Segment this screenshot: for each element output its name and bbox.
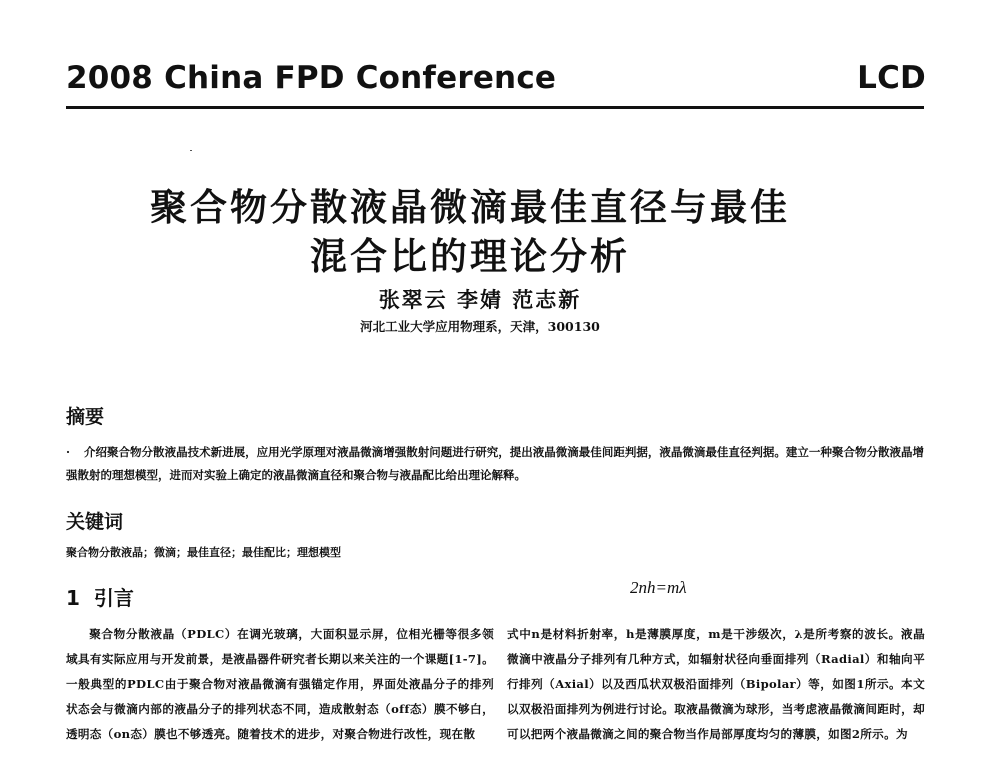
keywords-heading: 关键词: [66, 511, 124, 533]
affiliation: 河北工业大学应用物理系，天津，300130: [360, 319, 600, 334]
abstract-heading: 摘要: [66, 406, 105, 428]
paper-title-line-2: 混合比的理论分析: [310, 235, 630, 278]
section-title: 引言: [93, 586, 134, 610]
equation: 2nh=mλ: [630, 578, 687, 597]
abstract-body: [66, 441, 924, 487]
section-number: 1: [66, 586, 80, 610]
left-column-text: 聚合物分散液晶（PDLC）在调光玻璃，大面积显示屏，位相光栅等很多领域具有实际应用与开发前景，是液晶器件研究者长期以来关注的一个课题[1-7]。一般典型的PDLC由于聚合物对液晶微滴有强锚定作用，界面处液晶分子的排列状态会与微滴内部的液晶分子的排列状态不同，造成散射态（off态）膜不够白，透明态（on态）膜也不够透亮。随着技术的进步，对聚合物进行改性，现在散: [66, 627, 494, 741]
header-rule: [66, 106, 924, 109]
keywords-text: 聚合物分散液晶；微滴；最佳直径；最佳配比；理想模型: [66, 546, 341, 559]
scan-speck: [190, 150, 192, 151]
paper-title-line-1: 聚合物分散液晶微滴最佳直径与最佳: [150, 186, 790, 229]
author-list: 张翠云 李婧 范志新: [378, 288, 582, 312]
abstract-text: 介绍聚合物分散液晶技术新进展，应用光学原理对液晶微滴增强散射问题进行研究，提出液晶微滴最佳间距判据，液晶微滴最佳直径判据。建立一种聚合物分散液晶增强散射的理想模型，进而对实验上确定的液晶微滴直径和聚合物与液晶配比给出理论解释。: [66, 445, 924, 482]
introduction-heading: [66, 582, 134, 611]
section-label: LCD: [857, 60, 926, 96]
conference-header: 2008 China FPD Conference: [66, 60, 557, 96]
right-column-text: 式中n是材料折射率，h是薄膜厚度，m是干涉级次，λ是所考察的波长。液晶微滴中液晶分子排列有几种方式，如辐射状径向垂面排列（Radial）和轴向平行排列（Axial）以及西瓜状双极沿面排列（Bipolar）等，如图1所示。本文以双极沿面排列为例进行讨论。取液晶微滴为球形，当考虑液晶微滴间距时，却可以把两个液晶微滴之间的聚合物当作局部厚度均匀的薄膜，如图2所示。为: [507, 627, 925, 741]
abstract-bullet: ·: [66, 445, 71, 459]
